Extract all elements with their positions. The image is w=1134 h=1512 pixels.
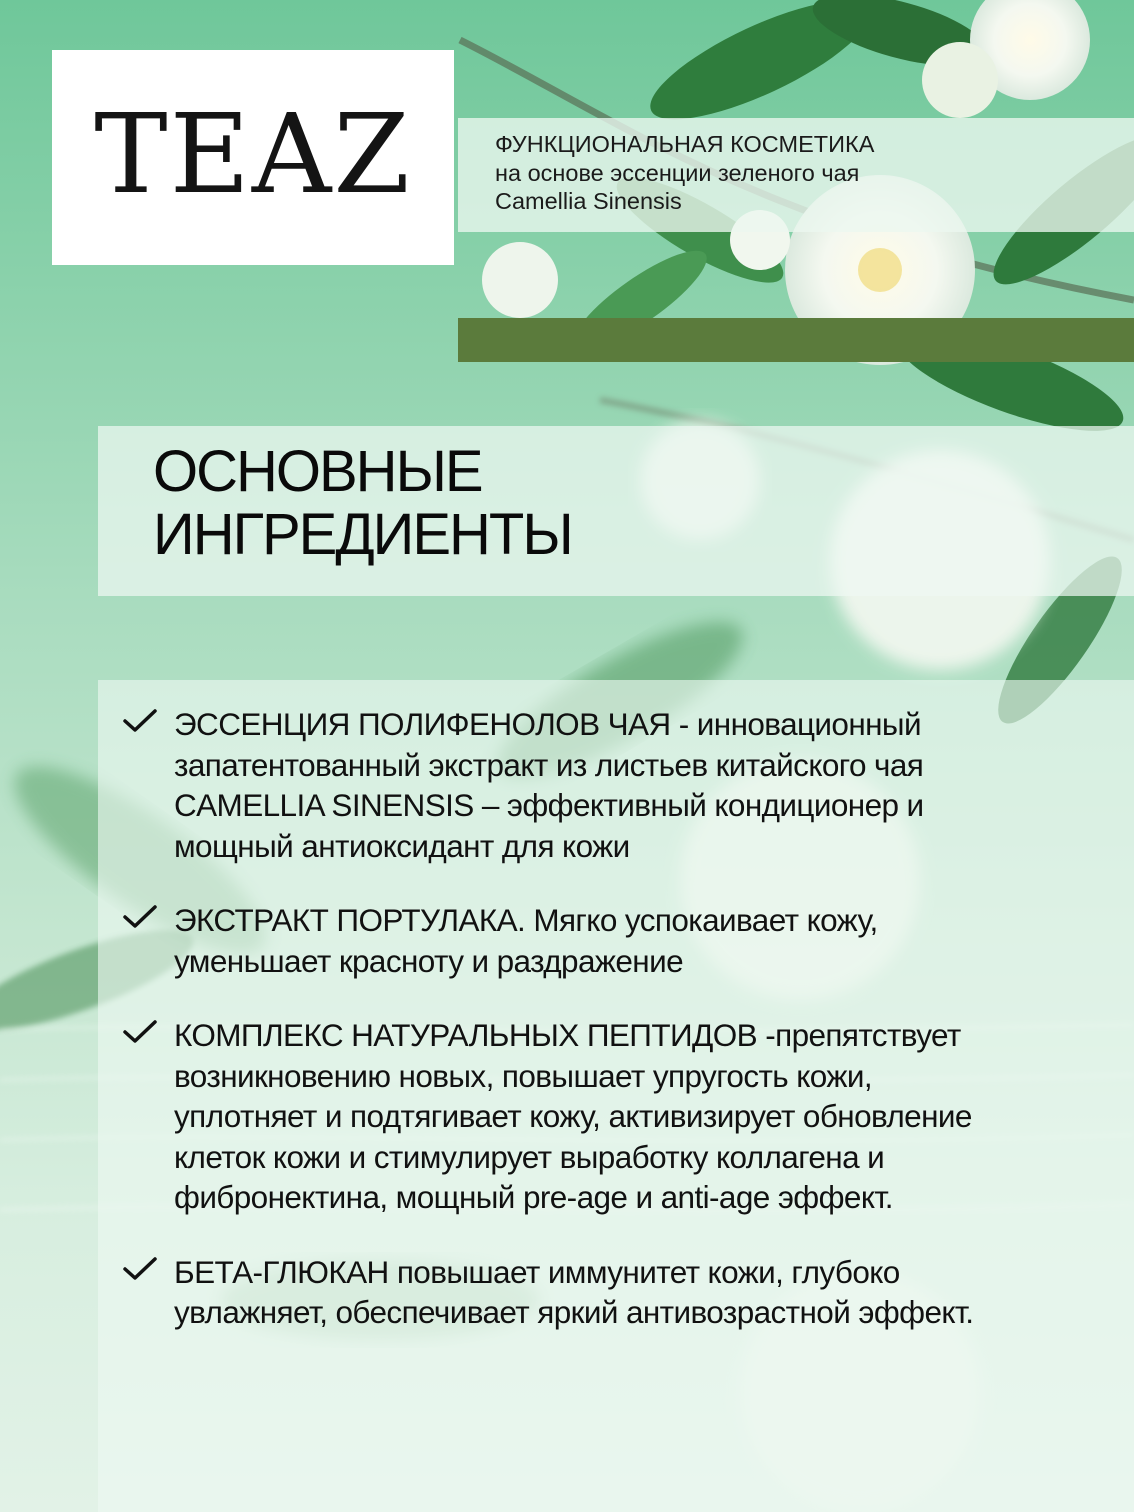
ingredient-line: возникновению новых, повышает упругость кожи,	[174, 1057, 872, 1094]
ingredient-text	[174, 1252, 1134, 1333]
ingredient-line: уменьшает красноту и раздражение	[174, 942, 683, 979]
ingredient-line: CAMELLIA SINENSIS – эффективный кондиционер и	[174, 787, 924, 823]
ingredient-line: увлажняет, обеспечивает яркий антивозрастной эффект.	[174, 1294, 974, 1330]
ingredient-line: КОМПЛЕКС НАТУРАЛЬНЫХ ПЕПТИДОВ -препятствует	[174, 1017, 961, 1053]
ingredient-line: уплотняет и подтягивает кожу, активизирует обновление	[174, 1098, 972, 1134]
tagline-line-3: Camellia Sinensis	[495, 188, 682, 214]
ingredient-item-tea-polyphenols	[98, 704, 1134, 866]
checkmark-icon	[122, 1019, 158, 1045]
ingredient-item-peptides	[98, 1015, 1134, 1218]
ingredient-text	[174, 1015, 1134, 1218]
tagline-banner	[458, 118, 1134, 232]
heading-line-1: ОСНОВНЫЕ	[153, 439, 482, 504]
ingredient-line: ЭССЕНЦИЯ ПОЛИФЕНОЛОВ ЧАЯ - инновационный	[174, 706, 921, 742]
ingredient-line: фибронектина, мощный pre-age и anti-age эффект.	[174, 1179, 893, 1215]
brand-logo: TEAZ	[94, 89, 412, 218]
checkmark-icon	[122, 708, 158, 734]
ingredient-item-purslane	[98, 900, 1134, 981]
accent-bar	[458, 318, 1134, 362]
tagline-line-2: на основе эссенции зеленого чая	[495, 159, 860, 186]
ingredient-item-beta-glucan	[98, 1252, 1134, 1333]
ingredient-line: клеток кожи и стимулирует выработку коллагена и	[174, 1138, 885, 1175]
logo-box	[52, 50, 454, 265]
checkmark-icon	[122, 904, 158, 930]
ingredient-text	[174, 900, 1134, 981]
ingredient-text	[174, 704, 1134, 866]
ingredient-line: ЭКСТРАКТ ПОРТУЛАКА. Мягко успокаивает кожу,	[174, 902, 878, 938]
ingredient-line: запатентованный экстракт из листьев китайского чая	[174, 746, 924, 783]
heading-panel	[98, 426, 1134, 596]
checkmark-icon	[122, 1256, 158, 1282]
heading-line-2: ИНГРЕДИЕНТЫ	[153, 502, 572, 567]
ingredient-line: мощный антиоксидант для кожи	[174, 827, 630, 864]
tagline-line-1: ФУНКЦИОНАЛЬНАЯ КОСМЕТИКА	[495, 131, 875, 157]
ingredients-list	[98, 680, 1134, 1512]
ingredient-line: БЕТА-ГЛЮКАН повышает иммунитет кожи, глубоко	[174, 1253, 900, 1290]
